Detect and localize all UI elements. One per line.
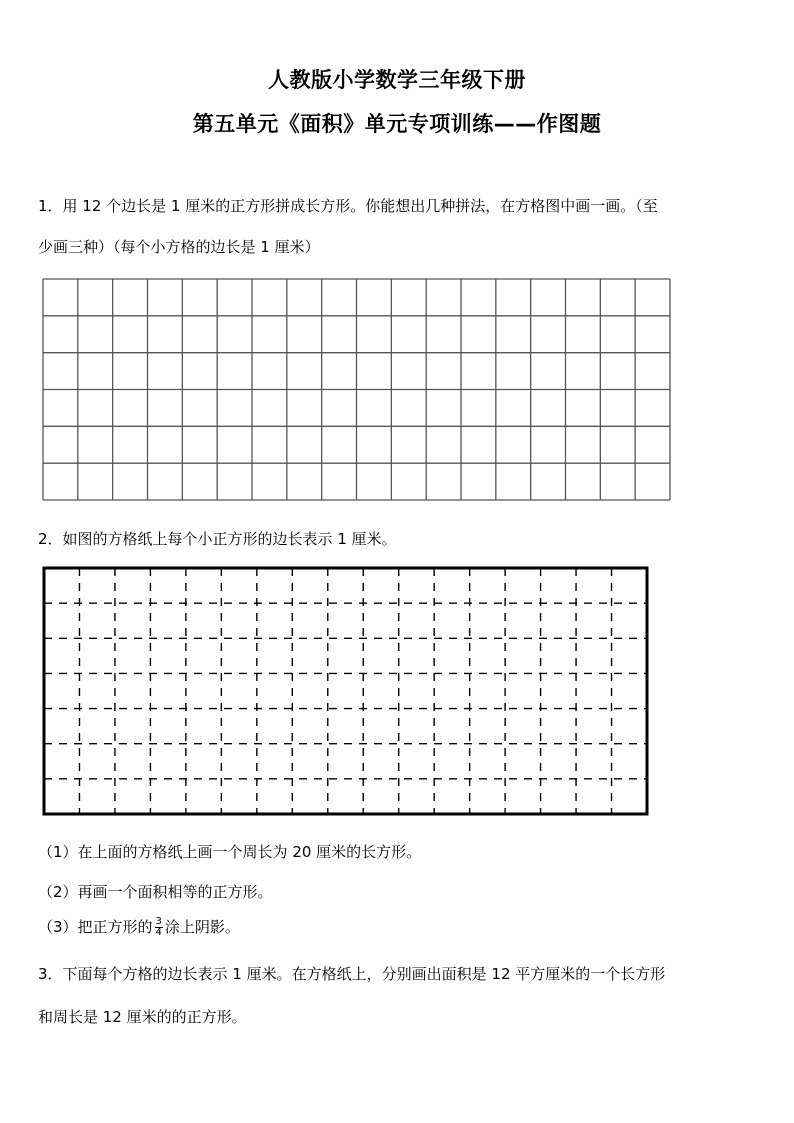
- worksheet-subtitle: 第五单元《面积》单元专项训练——作图题: [192, 112, 602, 136]
- question-2-intro: 2．如图的方格纸上每个小正方形的边长表示 1 厘米。: [38, 530, 397, 548]
- grid-border: [44, 568, 647, 814]
- question-1-text-line2: 少画三种）（每个小方格的边长是 1 厘米）: [38, 238, 320, 256]
- question-2-part-2: （2）再画一个面积相等的正方形。: [38, 883, 273, 901]
- question-2-part-3-before: （3）把正方形的: [38, 918, 153, 936]
- fraction-numerator: 3: [155, 916, 162, 927]
- question-3-text-line1: 3．下面每个方格的边长表示 1 厘米。在方格纸上，分别画出面积是 12 平方厘米的一个长方形: [38, 965, 666, 983]
- question-2-part-1: （1）在上面的方格纸上画一个周长为 20 厘米的长方形。: [38, 843, 422, 861]
- worksheet-title: 人教版小学数学三年级下册: [268, 68, 526, 92]
- fraction-three-quarters: [155, 917, 163, 938]
- fraction-denominator: 4: [155, 927, 162, 938]
- question-1-text-line1: 1．用 12 个边长是 1 厘米的正方形拼成长方形。你能想出几种拼法，在方格图中画一画。（至: [38, 197, 658, 215]
- question-2-part-3: [38, 916, 240, 938]
- question-2-dashed-grid: [42, 566, 649, 816]
- question-3-text-line2: 和周长是 12 厘米的的正方形。: [38, 1008, 247, 1026]
- question-2-part-3-after: 涂上阴影。: [164, 918, 240, 936]
- question-1-square-grid: [42, 278, 671, 501]
